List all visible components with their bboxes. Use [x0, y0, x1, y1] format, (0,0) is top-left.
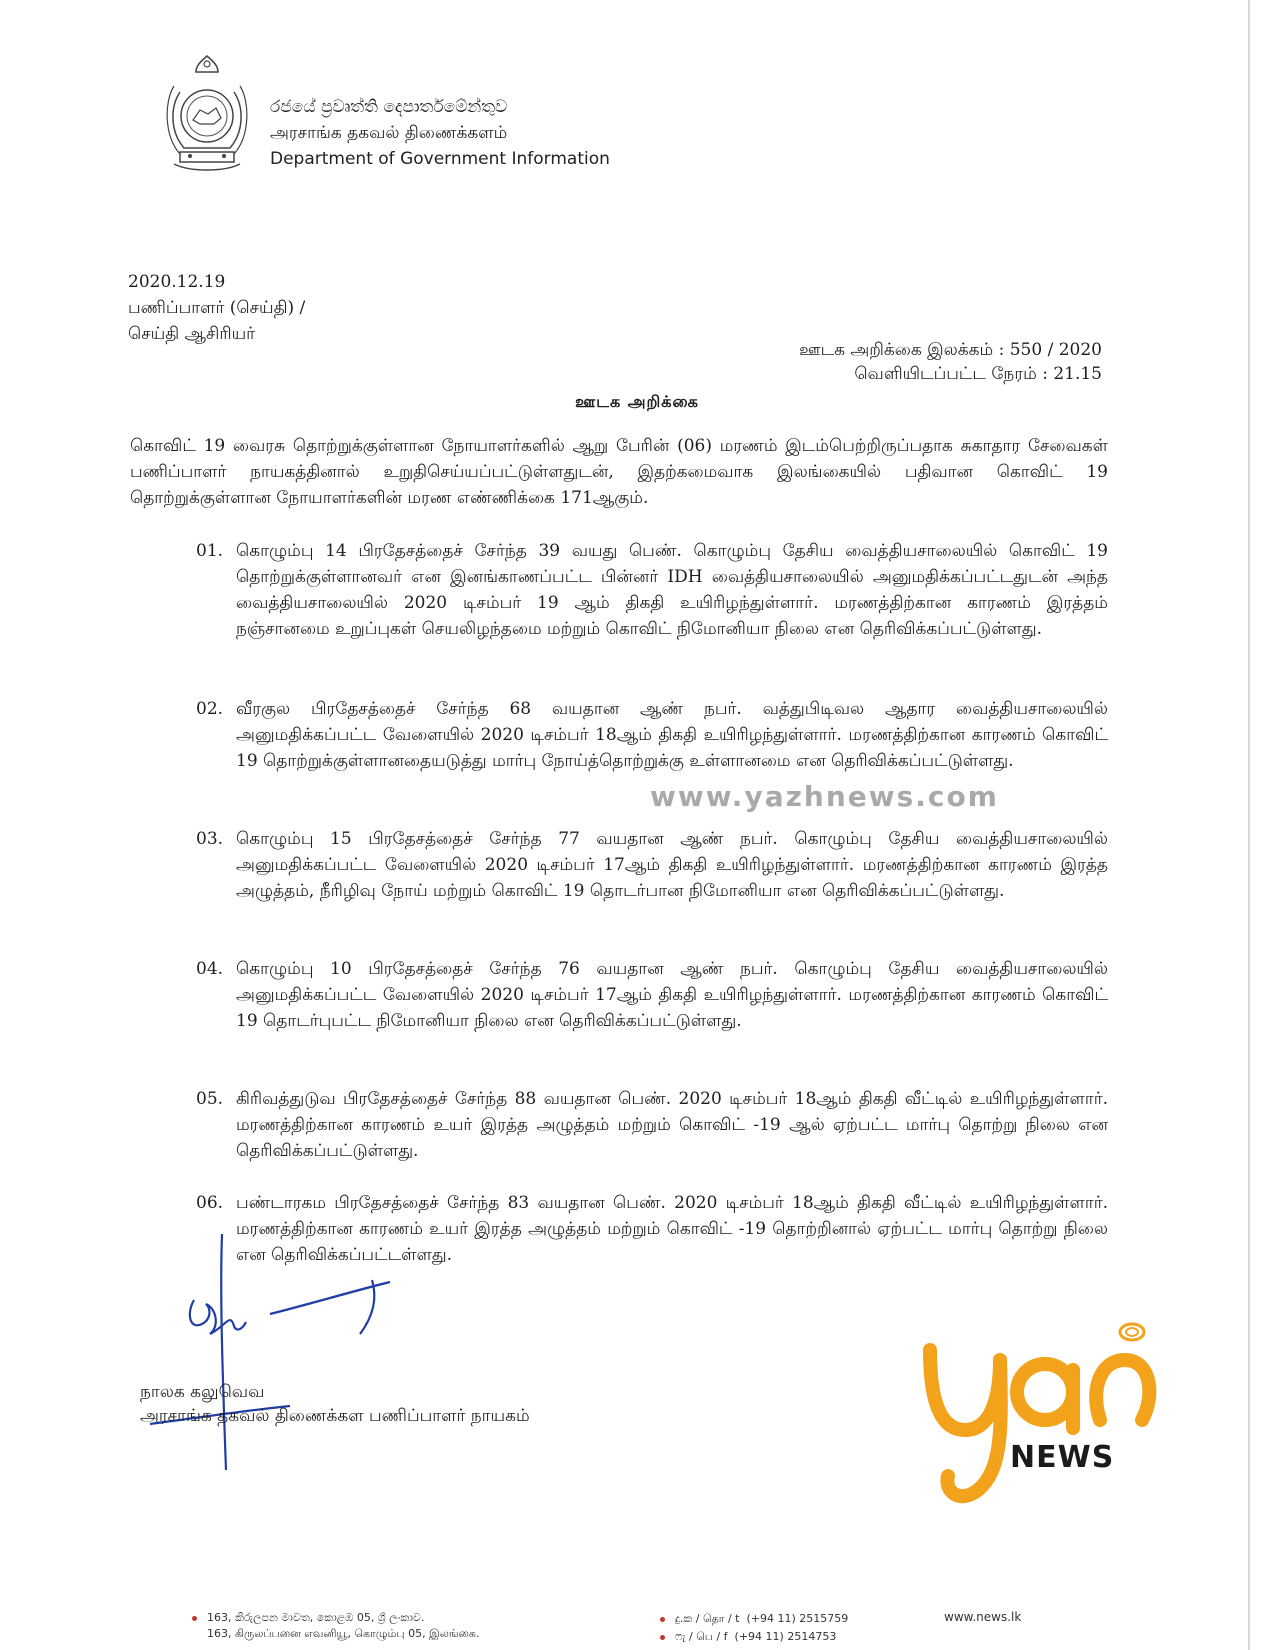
addressee-director: பணிப்பாளர் (செய்தி) / — [128, 298, 306, 318]
footer-address-tamil: 163, கிருலப்பனை எவனியூ, கொழும்பு 05, இலங்கை. — [207, 1627, 480, 1640]
phone-label: දු.ක / தொ / t — [675, 1612, 740, 1625]
release-date: 2020.12.19 — [128, 272, 226, 292]
page-title: ஊடக அறிக்கை — [575, 392, 699, 411]
list-item — [196, 696, 1108, 774]
fax-number: (+94 11) 2514753 — [734, 1630, 837, 1643]
fax-label: ෆැ / பெ / f — [675, 1630, 728, 1643]
footer-address-sinhala: 163, කිරුලපන මාවත, කොළඹ 05, ශ්‍රී ලංකාව. — [207, 1611, 425, 1624]
logo-news-text: NEWS — [1010, 1440, 1115, 1475]
list-item — [196, 538, 1108, 642]
signer-title: அரசாங்க தகவல் திணைக்கள பணிப்பாளர் நாயகம் — [140, 1406, 530, 1426]
footer-website[interactable]: www.news.lk — [944, 1610, 1022, 1624]
list-item — [196, 1086, 1108, 1164]
item-number: 04. — [196, 959, 224, 979]
intro-paragraph: கொவிட் 19 வைரசு தொற்றுக்குள்ளான நோயாளர்களில் ஆறு பேரின் (06) மரணம் இடம்பெற்றிருப்பதாக சுகாதார சேவைகள் பணிப்பாளர் நாயகத்தினால் உறுதிசெய்யப்பட்டுள்ளதுடன், இதற்கமைவாக இலங்கையில் பதிவான கொவிட் 19 தொற்றுக்குள்ளான நோயாளர்களின் மரண எண்ணிக்கை 171ஆகும். — [130, 436, 1108, 508]
item-text: கொழும்பு 14 பிரதேசத்தைச் சேர்ந்த 39 வயது பெண். கொழும்பு தேசிய வைத்தியசாலையில் கொவிட் 19 தொற்றுக்குள்ளானவர் என இனங்காணப்பட்ட பின்னர் IDH வைத்தியசாலையில் அனுமதிக்கப்பட்டதுடன் அந்த வைத்தியசாலையில் 2020 டிசம்பர் 19 ஆம் திகதி உயிரிழந்துள்ளார். மரணத்திற்கான காரணம் இரத்தம் நஞ்சானமை உறுப்புகள் செயலிழந்தமை மற்றும் கொவிட் நிமோனியா நிலை என தெரிவிக்கப்பட்டுள்ளது. — [236, 541, 1108, 639]
item-text: வீரகுல பிரதேசத்தைச் சேர்ந்த 68 வயதான ஆண் நபர். வத்துபிடிவல ஆதார வைத்தியசாலையில் அனுமதிக்கப்பட்ட வேளையில் 2020 டிசம்பர் 18ஆம் திகதி உயிரிழந்துள்ளார். மரணத்திற்கான காரணம் கொவிட் 19 தொற்றுக்குள்ளானதையடுத்து மார்பு நோய்த்தொற்றுக்கு உள்ளானமை என தெரிவிக்கப்பட்டுள்ளது. — [236, 699, 1108, 771]
signer-name: நாலக கலுவெவ — [140, 1382, 265, 1402]
signature-icon — [150, 1230, 470, 1470]
letterhead-sinhala: රජයේ ප්‍රවෘත්ති දෙපාර්තමේන්තුව — [270, 97, 508, 117]
item-number: 03. — [196, 829, 224, 849]
footer-contact — [660, 1610, 848, 1646]
item-text: கொழும்பு 15 பிரதேசத்தைச் சேர்ந்த 77 வயதான ஆண் நபர். கொழும்பு தேசிய வைத்தியசாலையில் அனுமதிக்கப்பட்ட வேளையில் 2020 டிசம்பர் 17ஆம் திகதி உயிரிழந்துள்ளார். மரணத்திற்கான காரணம் இரத்த அழுத்தம், நீரிழிவு நோய் மற்றும் கொவிட் 19 தொடர்பான நிமோனியா என தெரிவிக்கப்பட்டுள்ளது. — [236, 829, 1108, 901]
list-item — [196, 826, 1108, 904]
watermark: www.yazhnews.com — [650, 780, 999, 813]
sri-lanka-emblem-icon — [160, 52, 254, 176]
letterhead — [270, 94, 610, 172]
item-number: 01. — [196, 541, 224, 561]
release-time: வெளியிடப்பட்ட நேரம் : 21.15 — [854, 364, 1102, 384]
item-number: 05. — [196, 1089, 224, 1109]
item-text: கொழும்பு 10 பிரதேசத்தைச் சேர்ந்த 76 வயதான ஆண் நபர். கொழும்பு தேசிய வைத்தியசாலையில் அனுமதிக்கப்பட்ட வேளையில் 2020 டிசம்பர் 17ஆம் திகதி உயிரிழந்துள்ளார். மரணத்திற்கான காரணம் கொவிட் 19 தொடர்புபட்ட நிமோனியா நிலை என தெரிவிக்கப்பட்டுள்ளது. — [236, 959, 1108, 1031]
list-item — [196, 956, 1108, 1034]
yazh-news-logo-icon — [920, 1310, 1160, 1510]
phone-number: (+94 11) 2515759 — [746, 1612, 849, 1625]
letterhead-english: Department of Government Information — [270, 149, 610, 169]
letterhead-tamil: அரசாங்க தகவல் திணைக்களம் — [270, 123, 508, 143]
release-number: ஊடக அறிக்கை இலக்கம் : 550 / 2020 — [799, 340, 1102, 360]
page-edge-shadow — [1248, 0, 1250, 1650]
addressee-editor: செய்தி ஆசிரியர் — [128, 324, 256, 344]
item-number: 06. — [196, 1193, 224, 1213]
footer — [0, 1608, 1274, 1650]
item-number: 02. — [196, 699, 224, 719]
item-text: பண்டாரகம பிரதேசத்தைச் சேர்ந்த 83 வயதான பெண். 2020 டிசம்பர் 18ஆம் திகதி வீட்டில் உயிரிழந்துள்ளார். மரணத்திற்கான காரணம் உயர் இரத்த அழுத்தம் மற்றும் கொவிட் -19 தொற்றினால் ஏற்பட்ட மார்பு தொற்று நிலை என தெரிவிக்கப்பட்டள்ளது. — [236, 1193, 1108, 1265]
item-text: கிரிவத்துடுவ பிரதேசத்தைச் சேர்ந்த 88 வயதான பெண். 2020 டிசம்பர் 18ஆம் திகதி வீட்டில் உயிரிழந்துள்ளார். மரணத்திற்கான காரணம் உயர் இரத்த அழுத்தம் மற்றும் கொவிட் -19 ஆல் ஏற்பட்ட மார்பு தொற்று நிலை என தெரிவிக்கப்பட்டுள்ளது. — [236, 1089, 1108, 1161]
footer-address — [192, 1610, 479, 1642]
